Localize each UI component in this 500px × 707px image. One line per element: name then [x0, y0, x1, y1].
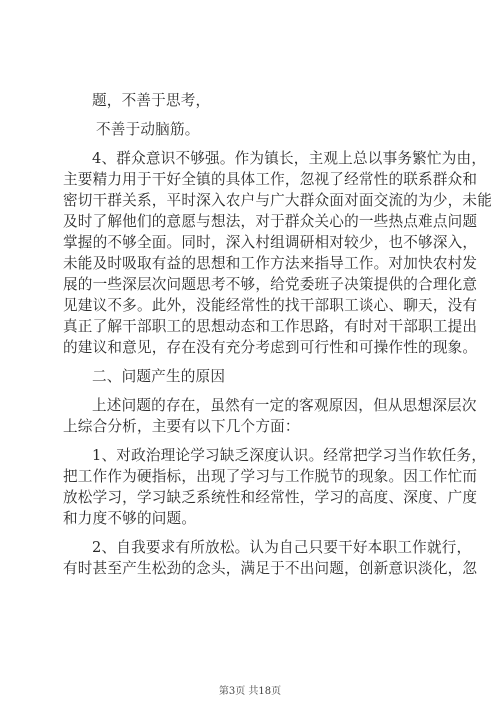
- paragraph-gap: [92, 387, 444, 395]
- text-line-12: 的建议和意见，存在没有充分考虑到可行性和可操作性的现象。: [63, 339, 478, 356]
- text-line-6: 及时了解他们的意愿与想法，对于群众关心的一些热点难点问题: [63, 213, 478, 230]
- text-line-16: 把工作作为硬指标，出现了学习与工作脱节的现象。因工作忙而: [63, 468, 478, 485]
- text-line-17: 放松学习，学习缺乏系统性和经常性，学习的高度、深度、广度: [63, 489, 478, 506]
- paragraph-gap: [92, 358, 444, 366]
- text-line-3: 4、群众意识不够强。作为镇长，主观上总以事务繁忙为由，: [92, 150, 487, 167]
- text-line-11: 真正了解干部职工的思想动态和工作思路，有时对干部职工提出: [63, 318, 478, 335]
- text-line-13: 上述问题的存在，虽然有一定的客观原因，但从思想深层次: [92, 397, 477, 414]
- paragraph-gap: [92, 111, 444, 119]
- text-line-1: 题，不善于思考，: [92, 92, 211, 109]
- text-line-15: 1、对政治理论学习缺乏深度认识。经常把学习当作软任务，: [92, 447, 487, 464]
- text-line-8: 未能及时吸取有益的思想和工作方法来指导工作。对加快农村发: [63, 255, 478, 272]
- paragraph-gap: [92, 437, 444, 445]
- text-line-10: 见建议不多。此外，没能经常性的找干部职工谈心、聊天，没有: [63, 297, 478, 314]
- paragraph-gap: [92, 140, 444, 148]
- page-footer: 第3页 共18页: [218, 686, 282, 697]
- text-line-14: 上综合分析，主要有以下几个方面：: [63, 418, 300, 435]
- text-line-9: 展的一些深层次问题思考不够，给党委班子决策提供的合理化意: [63, 276, 478, 293]
- document-body: [63, 90, 493, 579]
- text-line-20: 有时甚至产生松劲的念头，满足于不出问题，创新意识淡化，忽: [63, 560, 478, 577]
- text-line-7: 掌握的不够全面。同时，深入村组调研相对较少，也不够深入，: [63, 234, 478, 251]
- section-heading: 二、问题产生的原因: [92, 368, 226, 385]
- text-line-4: 主要精力用于干好全镇的具体工作，忽视了经常性的联系群众和: [63, 171, 478, 188]
- text-line-19: 2、自我要求有所放松。认为自己只要干好本职工作就行，: [92, 539, 472, 556]
- paragraph-gap: [92, 529, 444, 537]
- text-line-18: 和力度不够的问题。: [63, 510, 197, 527]
- text-line-2: 不善于动脑筋。: [96, 121, 200, 138]
- text-line-5: 密切干群关系，平时深入农户与广大群众面对面交流的为少，未能: [63, 192, 493, 209]
